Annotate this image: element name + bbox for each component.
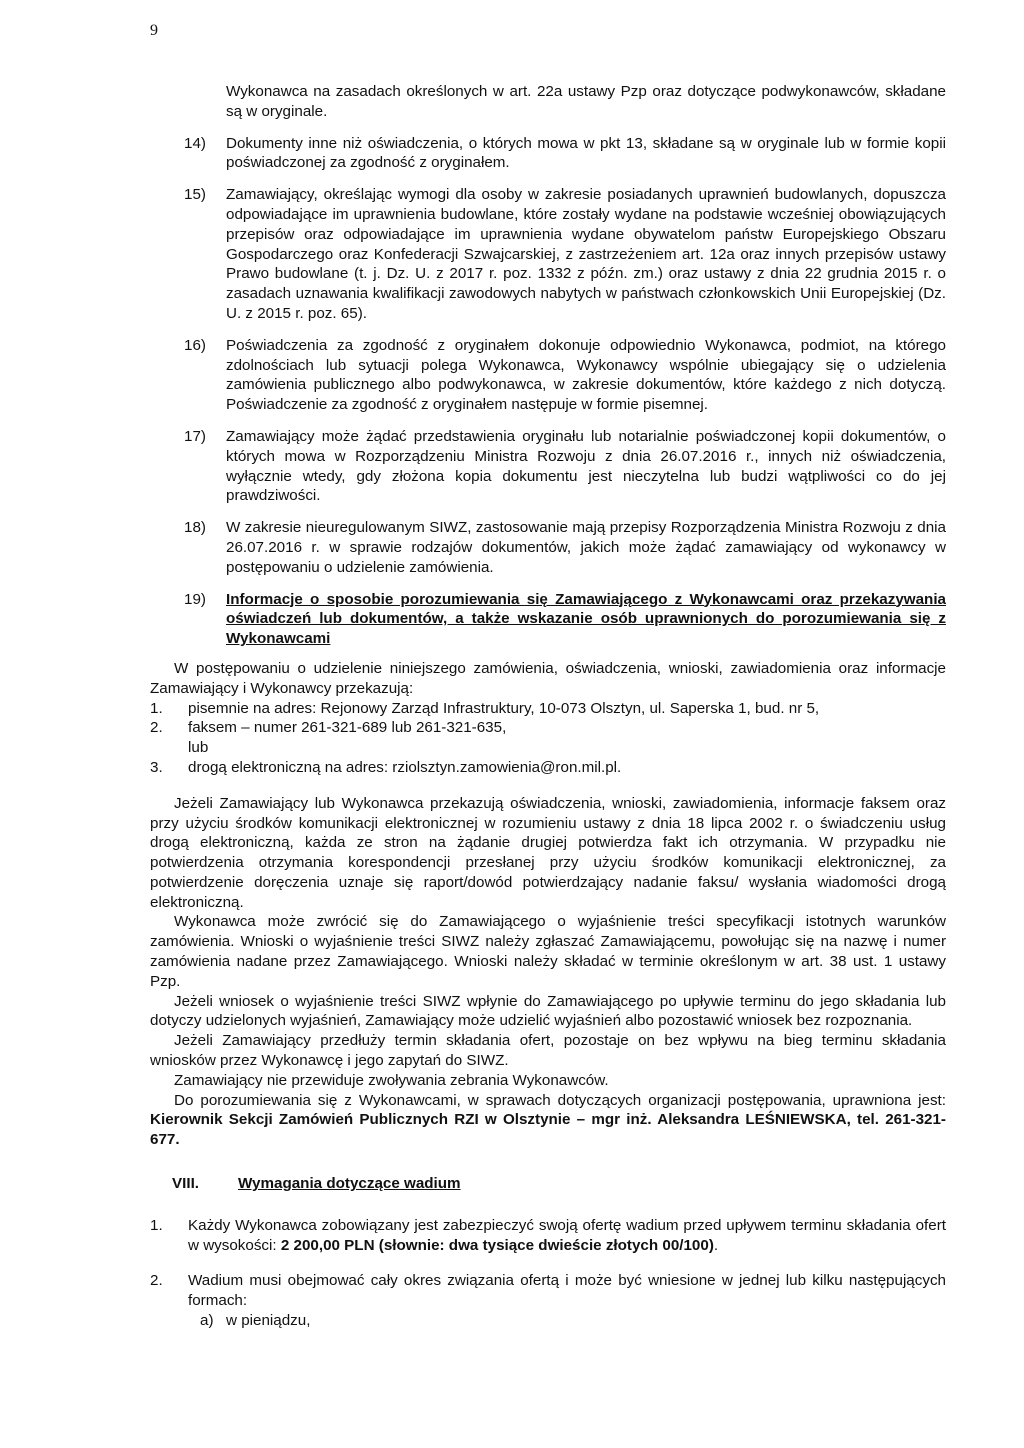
list-text: pisemnie na adres: Rejonowy Zarząd Infrastruktury, 10-073 Olsztyn, ul. Saperska 1, bud. nr 5, — [188, 699, 820, 717]
list-item-19 — [184, 590, 946, 649]
list-item-18 — [184, 518, 946, 577]
sub-number: a) — [200, 1312, 214, 1330]
list-item — [150, 718, 946, 738]
list-item — [150, 758, 946, 778]
communication-channels-list — [150, 699, 946, 778]
list-item — [150, 699, 946, 719]
item-number: 16) — [184, 336, 206, 354]
item-19-heading: Informacje o sposobie porozumiewania się Zamawiającego z Wykonawcami oraz przekazywania oświadczeń lub dokumentów, a także wskazanie osób uprawnionych do porozumiewania się z Wykonawcami — [226, 590, 946, 648]
list-item-16 — [184, 336, 946, 415]
wadium-text: Każdy Wykonawca zobowiązany jest zabezpieczyć swoją ofertę wadium przed upływem terminu składania ofert w wysokości: — [188, 1216, 946, 1254]
list-number: 1. — [150, 1216, 163, 1234]
item-text: W zakresie nieuregulowanym SIWZ, zastosowanie mają przepisy Rozporządzenia Ministra Rozwoju z dnia 26.07.2016 r. w sprawie rodzajów dokumentów, jakich może żądać zamawiający od wykonawcy w postępowaniu o udzielenie zamówienia. — [226, 519, 946, 576]
item-number: 19) — [184, 590, 206, 608]
list-text: faksem – numer 261-321-689 lub 261-321-635, — [188, 719, 507, 737]
list-item-15 — [184, 185, 946, 324]
paragraph-contact-person — [150, 1091, 946, 1150]
list-number: 1. — [150, 699, 163, 717]
item-text: Zamawiający, określając wymogi dla osoby w zakresie posiadanych uprawnień budowlanych, dopuszcza odpowiadające im uprawnienia budowlane, które zostały wydane na podstawie wcześniej obowiązujących przepisów oraz odpowiadające im uprawnienia wydane obywatelom państw Europejskiego Obszaru Gospodarczego oraz Konfederacji Szwajcarskiej, z zastrzeżeniem art. 12a oraz innych przepisów ustawy Prawo budowlane (t. j. Dz. U. z 2017 r. poz. 1332 z późn. zm.) oraz ustawy z dnia 22 grudnia 2015 r. o zasadach uznawania kwalifikacji zawodowych nabytych w państwach członkowskich Unii Europejskiej (Dz. U. z 2015 r. poz. 65). — [226, 186, 946, 322]
sub-text: w pieniądzu, — [226, 1312, 311, 1330]
list-number: 2. — [150, 719, 163, 737]
wadium-amount: 2 200,00 PLN (słownie: dwa tysiące dwieście złotych 00/100) — [280, 1236, 714, 1254]
item-text: Zamawiający może żądać przedstawienia oryginału lub notarialnie poświadczonej kopii dokumentów, o których mowa w Rozporządzeniu Ministra Rozwoju z dnia 26.07.2016 r., innych niż oświadczenia, wyłącznie wtedy, gdy złożona kopia dokumentu jest nieczytelna lub budzi wątpliwości co do jej prawdziwości. — [226, 427, 946, 505]
paragraph-confirmation: Jeżeli Zamawiający lub Wykonawca przekazują oświadczenia, wnioski, zawiadomienia, informacje faksem oraz przy użyciu środków komunikacji elektronicznej w rozumieniu ustawy z dnia 18 lipca 2002 r. o świadczeniu usług drogą elektroniczną, każda ze stron na żądanie drugiej potwierdza fakt ich otrzymania. W przypadku nie potwierdzenia otrzymania korespondencji przesłanej przy użyciu środków komunikacji elektronicznej, za potwierdzenie doręczenia uznaje się raport/dowód potwierdzający nadanie faksu/ wysłania wiadomości drogą elektroniczną. — [150, 794, 946, 911]
list-text: Wadium musi obejmować cały okres związania ofertą i może być wniesione w jednej lub kilku następujących formach: — [188, 1272, 946, 1310]
list-number — [150, 738, 188, 758]
paragraph-clarification: Wykonawca może zwrócić się do Zamawiającego o wyjaśnienie treści specyfikacji istotnych warunków zamówienia. Wnioski o wyjaśnienie treści SIWZ należy zgłaszać Zamawiającemu, powołując się na nazwę i numer zamówienia nadane przez Zamawiającego. Wnioski należy składać w terminie określonym w art. 38 ust. 1 ustawy Pzp. — [150, 913, 946, 990]
communication-lead: W postępowaniu o udzielenie niniejszego zamówienia, oświadczenia, wnioski, zawiadomienia oraz informacje Zamawiający i Wykonawcy przekazują: — [150, 659, 946, 697]
paragraph-deadline-extension: Jeżeli Zamawiający przedłuży termin składania ofert, pozostaje on bez wpływu na bieg terminu składania wniosków przez Wykonawcę i jego zapytań do SIWZ. — [150, 1032, 946, 1070]
page-number: 9 — [150, 22, 158, 39]
section-heading-viii — [172, 1174, 946, 1194]
paragraph-no-meeting: Zamawiający nie przewiduje zwoływania zebrania Wykonawców. — [174, 1071, 609, 1089]
contact-phone: , tel. 261-321-677. — [150, 1111, 946, 1149]
list-text: lub — [188, 739, 209, 757]
list-number: 3. — [150, 758, 163, 776]
intro-paragraph: Wykonawca na zasadach określonych w art. 22a ustawy Pzp oraz dotyczące podwykonawców, składane są w oryginale. — [226, 83, 946, 120]
item-number: 15) — [184, 186, 206, 204]
wadium-item-2 — [150, 1271, 946, 1311]
list-item — [150, 738, 946, 758]
item-number: 17) — [184, 427, 206, 445]
section-title: Wymagania dotyczące wadium — [238, 1175, 461, 1193]
section-number: VIII. — [172, 1175, 200, 1193]
list-number: 2. — [150, 1272, 163, 1290]
list-item-14 — [184, 134, 946, 174]
contact-lead: Do porozumiewania się z Wykonawcami, w sprawach dotyczących organizacji postępowania, uprawniona jest: — [174, 1091, 946, 1109]
wadium-tail: . — [713, 1236, 719, 1254]
list-text — [188, 1216, 946, 1256]
item-number: 14) — [184, 134, 206, 152]
contact-person: Kierownik Sekcji Zamówień Publicznych RZI w Olsztynie – mgr inż. Aleksandra LEŚNIEWSKA — [150, 1111, 847, 1129]
paragraph-late-request: Jeżeli wniosek o wyjaśnienie treści SIWZ wpłynie do Zamawiającego po upływie terminu do jego składania lub dotyczy udzielonych wyjaśnień, Zamawiający może udzielić wyjaśnień albo pozostawić wniosek bez rozpoznania. — [150, 992, 946, 1030]
document-body — [150, 82, 946, 1331]
wadium-item-1 — [150, 1216, 946, 1256]
item-number: 18) — [184, 519, 206, 537]
item-text: Poświadczenia za zgodność z oryginałem dokonuje odpowiednio Wykonawca, podmiot, na którego zdolnościach lub sytuacji polega Wykonawca, Wykonawcy wspólnie ubiegający się o udzielenia zamówienia publicznego albo podwykonawca, w zakresie dokumentów, które każdego z nich dotyczą. Poświadczenie za zgodność z oryginałem następuje w formie pisemnej. — [226, 336, 946, 414]
wadium-subitem-a — [200, 1311, 946, 1331]
item-text: Dokumenty inne niż oświadczenia, o których mowa w pkt 13, składane są w oryginale lub w formie kopii poświadczonej za zgodność z oryginałem. — [226, 134, 946, 172]
list-item-17 — [184, 427, 946, 506]
list-text: drogą elektroniczną na adres: rziolsztyn.zamowienia@ron.mil.pl. — [188, 758, 622, 776]
